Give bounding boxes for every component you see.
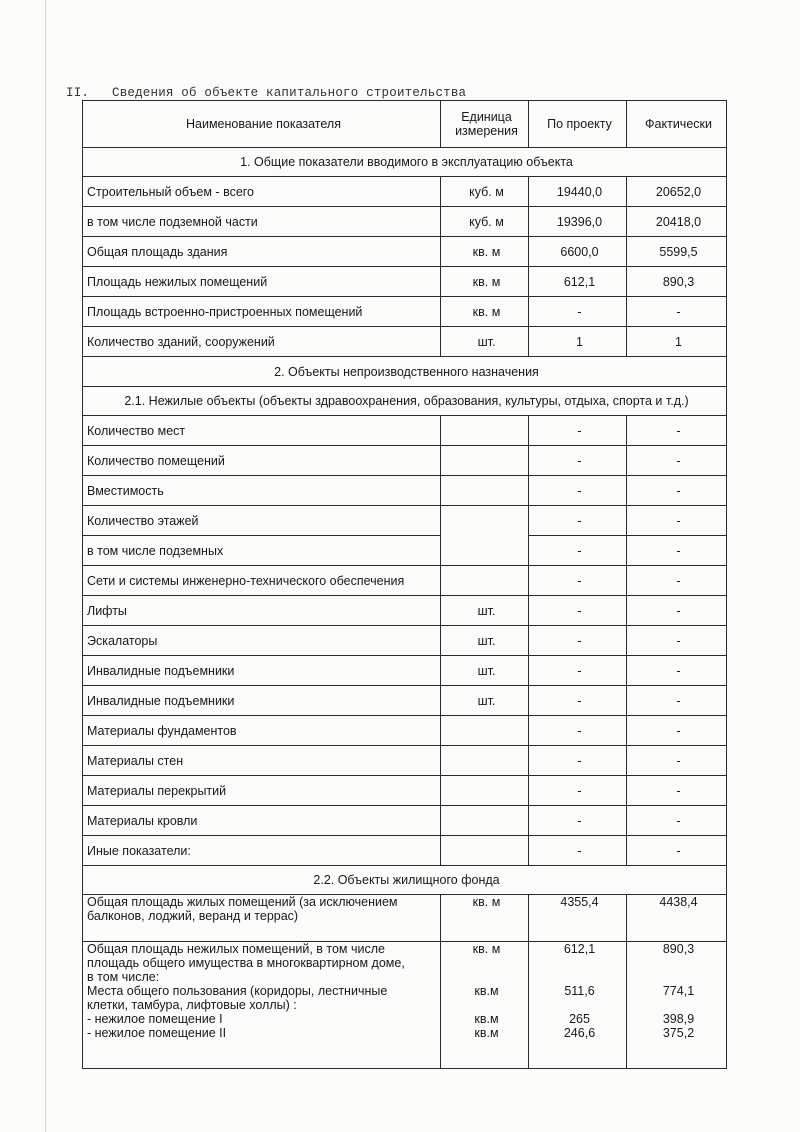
row-name: Иные показатели: bbox=[83, 836, 441, 866]
row-name: Лифты bbox=[83, 596, 441, 626]
row-name: Материалы кровли bbox=[83, 806, 441, 836]
row-project: - bbox=[529, 806, 627, 836]
row-name: Площадь нежилых помещений bbox=[83, 267, 441, 297]
row-unit bbox=[441, 776, 529, 806]
row-actual: - bbox=[627, 806, 727, 836]
object-info-table bbox=[82, 100, 727, 1069]
table-row bbox=[83, 686, 727, 716]
row-name: Количество зданий, сооружений bbox=[83, 327, 441, 357]
row-unit bbox=[441, 746, 529, 776]
row-project: - bbox=[529, 686, 627, 716]
row-actual: - bbox=[627, 506, 727, 536]
section-heading bbox=[66, 86, 466, 100]
row-name: Инвалидные подъемники bbox=[83, 686, 441, 716]
table-row bbox=[83, 267, 727, 297]
section-number: II. bbox=[66, 86, 90, 100]
row-project: - bbox=[529, 446, 627, 476]
row-unit bbox=[441, 446, 529, 476]
row-unit: кв. м кв.м кв.м кв.м bbox=[441, 942, 529, 1069]
group21-title: 2.1. Нежилые объекты (объекты здравоохранения, образования, культуры, отдыха, спорта и т.д.) bbox=[83, 387, 727, 416]
row-name: Материалы стен bbox=[83, 746, 441, 776]
header-unit: Единица измерения bbox=[441, 101, 529, 148]
row-project: - bbox=[529, 566, 627, 596]
table-row bbox=[83, 327, 727, 357]
row-unit bbox=[441, 566, 529, 596]
row-unit bbox=[441, 506, 529, 566]
table-row bbox=[83, 536, 727, 566]
group-title-row bbox=[83, 148, 727, 177]
row-actual: - bbox=[627, 746, 727, 776]
header-actual: Фактически bbox=[627, 101, 727, 148]
row-actual: - bbox=[627, 476, 727, 506]
header-project: По проекту bbox=[529, 101, 627, 148]
row-unit: кв. м bbox=[441, 237, 529, 267]
table-row bbox=[83, 297, 727, 327]
table-row bbox=[83, 776, 727, 806]
page-edge-line bbox=[45, 0, 46, 1132]
table-row bbox=[83, 626, 727, 656]
row-project: - bbox=[529, 716, 627, 746]
row-unit: шт. bbox=[441, 327, 529, 357]
row-actual: 890,3 774,1 398,9 375,2 bbox=[627, 942, 727, 1069]
header-name: Наименование показателя bbox=[83, 101, 441, 148]
row-project: 1 bbox=[529, 327, 627, 357]
table-row bbox=[83, 416, 727, 446]
table-header-row bbox=[83, 101, 727, 148]
row-actual: - bbox=[627, 297, 727, 327]
row-actual: - bbox=[627, 446, 727, 476]
row-actual: - bbox=[627, 596, 727, 626]
row-actual: 890,3 bbox=[627, 267, 727, 297]
row-unit: кв. м bbox=[441, 895, 529, 942]
row-project: 19440,0 bbox=[529, 177, 627, 207]
row-project: - bbox=[529, 297, 627, 327]
row-project: - bbox=[529, 836, 627, 866]
table-row bbox=[83, 237, 727, 267]
row-name: Количество помещений bbox=[83, 446, 441, 476]
row-name: Общая площадь жилых помещений (за исключением балконов, лоджий, веранд и террас) bbox=[83, 895, 441, 942]
group-title-row bbox=[83, 357, 727, 387]
row-project: - bbox=[529, 776, 627, 806]
table-row bbox=[83, 476, 727, 506]
row-name: Сети и системы инженерно-технического обеспечения bbox=[83, 566, 441, 596]
row-actual: - bbox=[627, 416, 727, 446]
row-name: Материалы фундаментов bbox=[83, 716, 441, 746]
section-title: Сведения об объекте капитального строительства bbox=[112, 86, 467, 100]
row-unit: шт. bbox=[441, 686, 529, 716]
row-project: 6600,0 bbox=[529, 237, 627, 267]
table-row bbox=[83, 716, 727, 746]
row-project: - bbox=[529, 626, 627, 656]
row-name: Площадь встроенно-пристроенных помещений bbox=[83, 297, 441, 327]
table-row bbox=[83, 566, 727, 596]
row-actual: 5599,5 bbox=[627, 237, 727, 267]
row-name: Общая площадь здания bbox=[83, 237, 441, 267]
row-unit: кв. м bbox=[441, 267, 529, 297]
row-actual: - bbox=[627, 536, 727, 566]
row-name: Материалы перекрытий bbox=[83, 776, 441, 806]
row-project: 612,1 511,6 265 246,6 bbox=[529, 942, 627, 1069]
row-unit bbox=[441, 416, 529, 446]
row-project: - bbox=[529, 476, 627, 506]
group-title-row bbox=[83, 387, 727, 416]
row-actual: - bbox=[627, 656, 727, 686]
row-name: в том числе подземной части bbox=[83, 207, 441, 237]
table-row bbox=[83, 895, 727, 942]
row-project: - bbox=[529, 656, 627, 686]
table-row bbox=[83, 942, 727, 1069]
table-row bbox=[83, 446, 727, 476]
row-unit bbox=[441, 806, 529, 836]
row-actual: - bbox=[627, 566, 727, 596]
row-actual: 4438,4 bbox=[627, 895, 727, 942]
row-name: Количество этажей bbox=[83, 506, 441, 536]
row-unit: шт. bbox=[441, 656, 529, 686]
row-actual: - bbox=[627, 776, 727, 806]
row-unit bbox=[441, 716, 529, 746]
row-unit: куб. м bbox=[441, 177, 529, 207]
row-project: - bbox=[529, 746, 627, 776]
row-name: Общая площадь нежилых помещений, в том числе площадь общего имущества в многоквартирном доме, в том числе: Места общего пользования (коридоры, лестничные клетки, тамбура, лифтовые холлы) : - нежилое помещение I - нежилое помещение II bbox=[83, 942, 441, 1069]
table-row bbox=[83, 596, 727, 626]
table-row bbox=[83, 656, 727, 686]
row-project: - bbox=[529, 506, 627, 536]
row-project: 19396,0 bbox=[529, 207, 627, 237]
row-name: в том числе подземных bbox=[83, 536, 441, 566]
row-actual: - bbox=[627, 836, 727, 866]
table-row bbox=[83, 746, 727, 776]
group2-title: 2. Объекты непроизводственного назначения bbox=[83, 357, 727, 387]
row-project: 4355,4 bbox=[529, 895, 627, 942]
row-project: 612,1 bbox=[529, 267, 627, 297]
group1-title: 1. Общие показатели вводимого в эксплуатацию объекта bbox=[83, 148, 727, 177]
table-row bbox=[83, 506, 727, 536]
row-project: - bbox=[529, 536, 627, 566]
row-actual: - bbox=[627, 686, 727, 716]
row-name: Инвалидные подъемники bbox=[83, 656, 441, 686]
row-actual: 20652,0 bbox=[627, 177, 727, 207]
table-row bbox=[83, 207, 727, 237]
group22-title: 2.2. Объекты жилищного фонда bbox=[83, 866, 727, 895]
row-actual: 20418,0 bbox=[627, 207, 727, 237]
table-row bbox=[83, 836, 727, 866]
row-unit: шт. bbox=[441, 596, 529, 626]
row-project: - bbox=[529, 416, 627, 446]
row-project: - bbox=[529, 596, 627, 626]
row-name: Количество мест bbox=[83, 416, 441, 446]
table-row bbox=[83, 177, 727, 207]
row-actual: - bbox=[627, 626, 727, 656]
row-unit: шт. bbox=[441, 626, 529, 656]
row-unit: куб. м bbox=[441, 207, 529, 237]
table-row bbox=[83, 806, 727, 836]
row-unit: кв. м bbox=[441, 297, 529, 327]
row-actual: - bbox=[627, 716, 727, 746]
row-name: Вместимость bbox=[83, 476, 441, 506]
row-name: Строительный объем - всего bbox=[83, 177, 441, 207]
row-unit bbox=[441, 836, 529, 866]
row-name: Эскалаторы bbox=[83, 626, 441, 656]
group-title-row bbox=[83, 866, 727, 895]
row-actual: 1 bbox=[627, 327, 727, 357]
row-unit bbox=[441, 476, 529, 506]
